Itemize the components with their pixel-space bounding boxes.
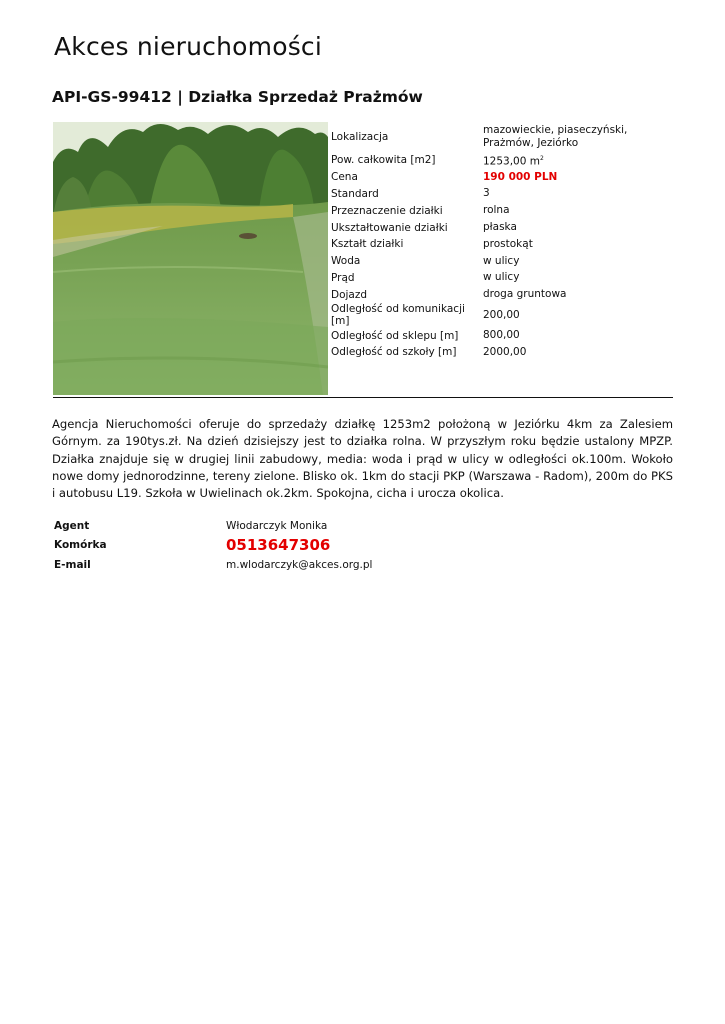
contact-label: Komórka [54,539,107,552]
spec-value: rolna [483,204,510,217]
spec-value: w ulicy [483,254,520,267]
property-photo [53,122,328,395]
spec-row-school-distance [331,344,676,361]
spec-value: 200,00 [483,308,520,321]
spec-label: Standard [331,187,379,200]
spec-value: 2000,00 [483,345,527,358]
spec-row-transport-distance [331,303,676,327]
property-description: Agencja Nieruchomości oferuje do sprzedaży działkę 1253m2 położoną w Jeziórku 4km za Zalesiem Górnym. za 190tys.zł. Na dzień dzisiejszy jest to działka rolna. W przyszłym roku będzie ustalony MPZP. Działka znajduje się w drugiej linii zabudowy, media: woda i prąd w ulicy w odległości ok.100m. Wokoło nowe domy jednorodzinne, tereny zielone. Blisko ok. 1km do stacji PKP (Warszawa - Radom), 200m do PKS i autobusu L19. Szkoła w Uwielinach ok.2km. Spokojna, cicha i urocza okolica. [52,417,673,501]
spec-row-purpose [331,202,676,219]
agent-contact [54,516,372,575]
spec-label: Przeznaczenie działki [331,204,443,217]
spec-value: droga gruntowa [483,288,567,301]
spec-label: Woda [331,255,361,268]
spec-row-shop-distance [331,327,676,344]
spec-label: Prąd [331,271,355,284]
contact-row-phone [54,536,372,556]
spec-value-wrap [483,152,676,169]
spec-value: mazowieckie, piaseczyński, Prażmów, Jeziórko [483,124,628,149]
spec-row-water [331,253,676,270]
spec-label: Odległość od sklepu [m] [331,329,459,342]
spec-label: Kształt działki [331,238,404,251]
brand-name: Akces nieruchomości [54,32,323,61]
section-divider [53,397,673,398]
spec-label: Pow. całkowita [m2] [331,154,436,167]
page-title: API-GS-99412 | Działka Sprzedaż Prażmów [52,88,423,106]
spec-label: Odległość od szkoły [m] [331,346,457,359]
spec-value: 1253,00 m [483,155,540,168]
spec-label: Cena [331,171,358,184]
contact-label: Agent [54,519,90,532]
spec-label: Lokalizacja [331,131,389,143]
spec-row-location [331,122,676,152]
spec-row-price [331,169,676,186]
spec-label: Odległość od komunikacji [m] [331,303,465,328]
spec-value: 800,00 [483,329,520,342]
spec-row-standard [331,186,676,203]
spec-row-electricity [331,270,676,287]
spec-unit-sup: 2 [540,155,544,163]
contact-row-agent [54,516,372,536]
contact-label: E-mail [54,558,91,571]
spec-value: 3 [483,187,490,200]
phone-number[interactable]: 0513647306 [226,536,331,555]
property-specs-table [331,122,676,361]
spec-value: płaska [483,221,517,234]
spec-value: w ulicy [483,271,520,284]
spec-label: Ukształtowanie działki [331,221,448,234]
agent-name: Włodarczyk Monika [226,519,328,532]
spec-row-area [331,152,676,169]
contact-row-email [54,555,372,575]
spec-label: Dojazd [331,288,368,301]
email-link[interactable]: m.wlodarczyk@akces.org.pl [226,558,373,571]
price-value: 190 000 PLN [483,170,558,183]
spec-row-shape [331,236,676,253]
spec-value: prostokąt [483,237,533,250]
spec-row-terrain [331,219,676,236]
spec-row-access [331,286,676,303]
